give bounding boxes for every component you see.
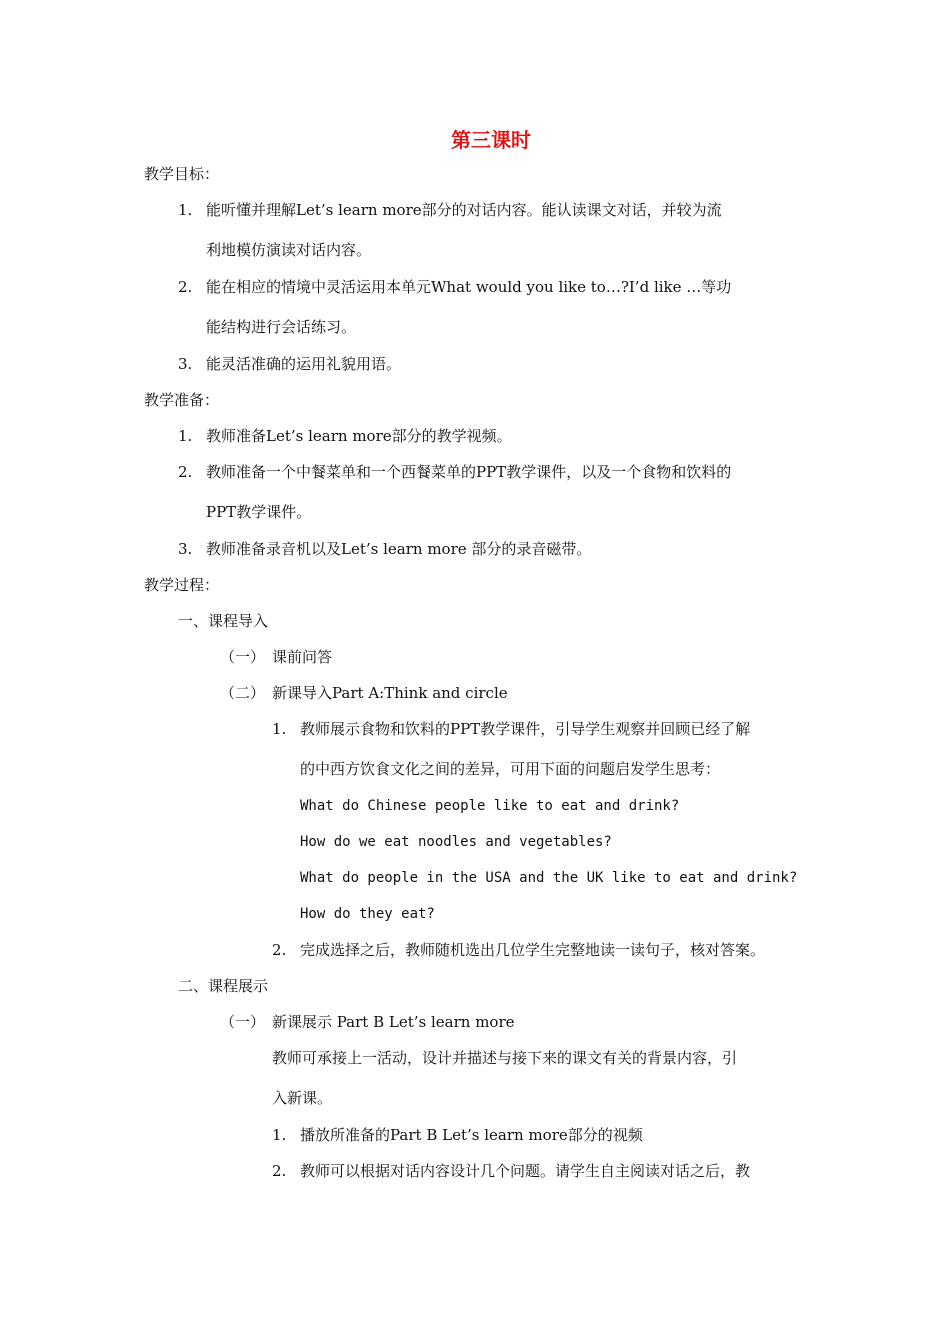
step-2-number: 2. bbox=[272, 941, 287, 959]
step-2-text: 完成选择之后，教师随机选出几位学生完整地读一读句子，核对答案。 bbox=[300, 941, 766, 959]
preparation-3-number: 3. bbox=[178, 540, 193, 558]
section-2-step-2-text: 教师可以根据对话内容设计几个问题。请学生自主阅读对话之后，教 bbox=[300, 1162, 751, 1180]
preparation-2-text: 教师准备一个中餐菜单和一个西餐菜单的PPT教学课件，以及一个食物和饮料的 bbox=[206, 463, 732, 481]
objective-3-number: 3. bbox=[178, 355, 193, 373]
section-1-sub-1-label: 课前问答 bbox=[272, 648, 333, 666]
section-2-intro: 教师可承接上一活动，设计并描述与接下来的课文有关的背景内容，引 bbox=[272, 1049, 738, 1067]
step-1-text-cont: 的中西方饮食文化之间的差异，可用下面的问题启发学生思考： bbox=[300, 760, 721, 778]
section-1-sub-1-number: （一） bbox=[220, 648, 266, 666]
process-heading: 教学过程： bbox=[144, 576, 220, 594]
objective-1-text-cont: 利地模仿演读对话内容。 bbox=[206, 241, 372, 259]
objective-1-text: 能听懂并理解Let’s learn more部分的对话内容。能认读课文对话，并较为流 bbox=[206, 201, 722, 219]
preparation-1-text: 教师准备Let’s learn more部分的教学视频。 bbox=[206, 427, 512, 445]
question-1: What do Chinese people like to eat and drink? bbox=[300, 798, 680, 814]
page-title: 第三课时 bbox=[451, 128, 531, 152]
question-4: How do they eat? bbox=[300, 906, 435, 922]
section-2-heading: 二、课程展示 bbox=[178, 977, 269, 995]
preparation-2-text-cont: PPT教学课件。 bbox=[206, 503, 312, 521]
preparation-3-text: 教师准备录音机以及Let’s learn more 部分的录音磁带。 bbox=[206, 540, 592, 558]
preparation-1-number: 1. bbox=[178, 427, 193, 445]
section-2-step-1-number: 1. bbox=[272, 1126, 287, 1144]
section-1-heading: 一、课程导入 bbox=[178, 612, 269, 630]
section-2-sub-1-label: 新课展示 Part B Let’s learn more bbox=[272, 1013, 515, 1031]
question-2: How do we eat noodles and vegetables? bbox=[300, 834, 612, 850]
section-2-intro-cont: 入新课。 bbox=[272, 1089, 333, 1107]
section-2-step-1-text: 播放所准备的Part B Let’s learn more部分的视频 bbox=[300, 1126, 643, 1144]
step-1-number: 1. bbox=[272, 720, 287, 738]
question-3: What do people in the USA and the UK like to eat and drink? bbox=[300, 870, 798, 886]
objective-2-text: 能在相应的情境中灵活运用本单元What would you like to…?I’d like …等功 bbox=[206, 278, 732, 296]
preparation-heading: 教学准备： bbox=[144, 391, 220, 409]
section-2-sub-1-number: （一） bbox=[220, 1013, 266, 1031]
objective-1-number: 1. bbox=[178, 201, 193, 219]
preparation-2-number: 2. bbox=[178, 463, 193, 481]
step-1-text: 教师展示食物和饮料的PPT教学课件，引导学生观察并回顾已经了解 bbox=[300, 720, 751, 738]
section-1-sub-2-label: 新课导入Part A:Think and circle bbox=[272, 684, 508, 702]
objective-3-text: 能灵活准确的运用礼貌用语。 bbox=[206, 355, 402, 373]
objective-2-number: 2. bbox=[178, 278, 193, 296]
section-2-step-2-number: 2. bbox=[272, 1162, 287, 1180]
objective-2-text-cont: 能结构进行会话练习。 bbox=[206, 318, 357, 336]
section-1-sub-2-number: （二） bbox=[220, 684, 266, 702]
objectives-heading: 教学目标： bbox=[144, 165, 220, 183]
